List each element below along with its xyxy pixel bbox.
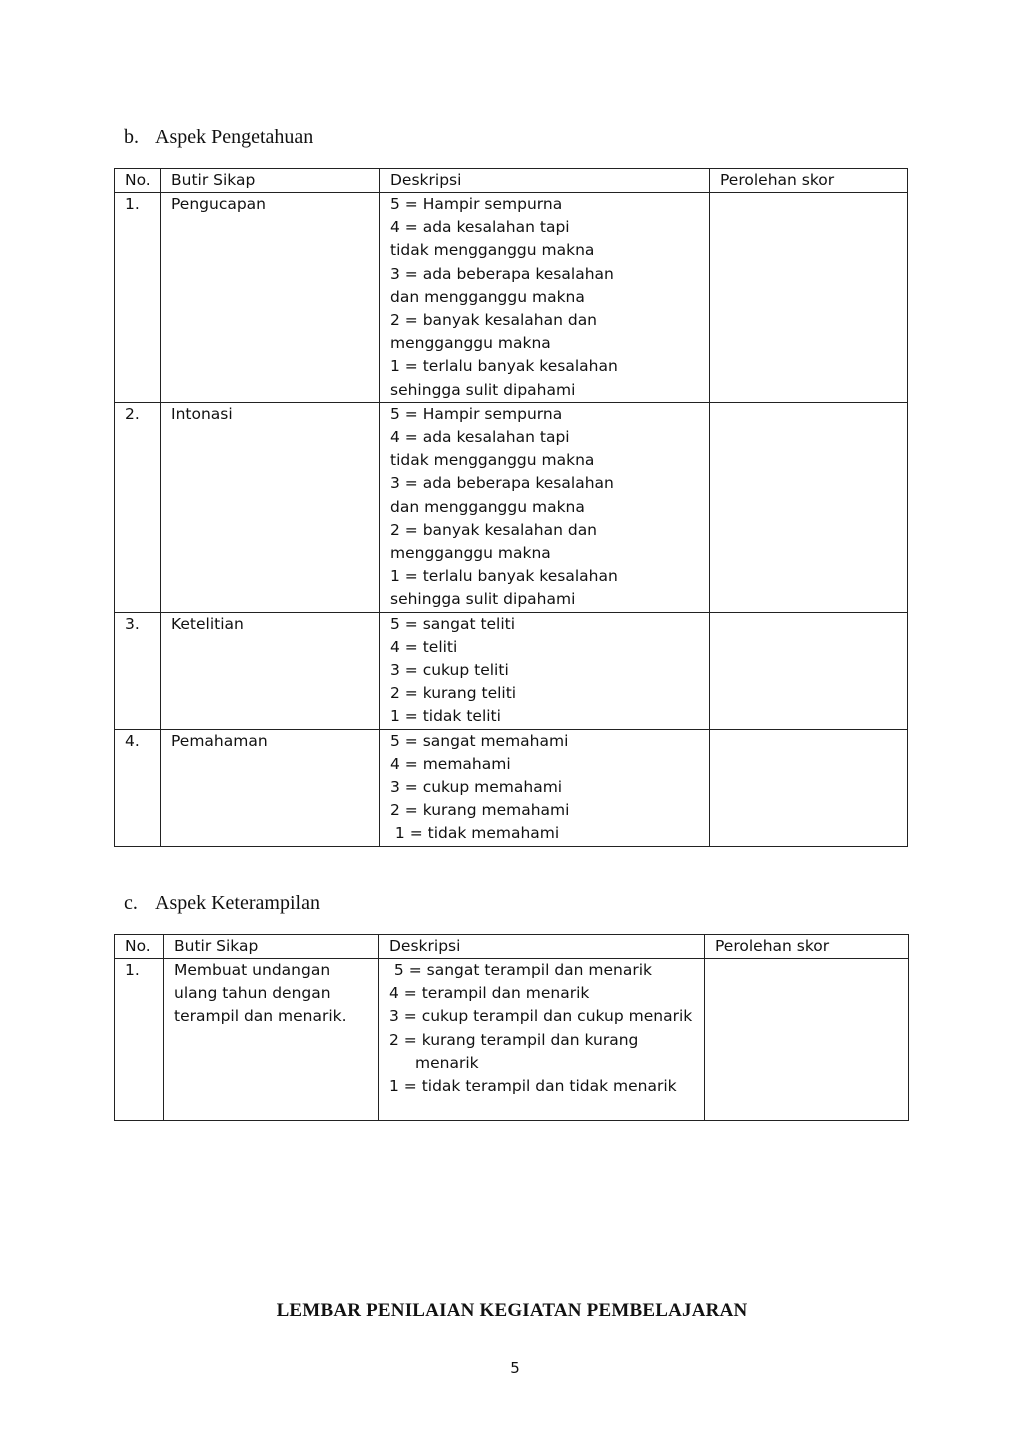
row-no: 1. xyxy=(115,193,161,403)
desc-line: 3 = cukup terampil dan cukup menarik xyxy=(389,1007,693,1026)
section-b-letter: b. xyxy=(124,126,139,148)
header-no: No. xyxy=(115,169,161,193)
header-deskripsi: Deskripsi xyxy=(380,169,710,193)
desc-line: 1 = tidak terampil dan tidak menarik xyxy=(389,1077,677,1096)
row-item: Ketelitian xyxy=(161,612,380,729)
desc-line: 1 = terlalu banyak kesalahan sehingga sulit dipahami xyxy=(390,357,618,399)
row-description xyxy=(380,193,710,403)
desc-line: 4 = ada kesalahan tapi tidak mengganggu makna xyxy=(390,428,595,470)
row-description xyxy=(379,959,705,1121)
desc-line: 2 = kurang teliti xyxy=(390,684,517,703)
header-perolehan-skor: Perolehan skor xyxy=(705,935,909,959)
header-deskripsi: Deskripsi xyxy=(379,935,705,959)
section-c-title: Aspek Keterampilan xyxy=(155,892,320,914)
row-score xyxy=(710,612,908,729)
table-row xyxy=(115,959,909,1121)
header-no: No. xyxy=(115,935,164,959)
desc-line: 2 = banyak kesalahan dan mengganggu makna xyxy=(390,311,598,353)
row-score xyxy=(705,959,909,1121)
row-item: Membuat undangan ulang tahun dengan terampil dan menarik. xyxy=(164,959,379,1121)
header-butir-sikap: Butir Sikap xyxy=(161,169,380,193)
table-row xyxy=(115,193,908,403)
row-description xyxy=(380,612,710,729)
row-item: Pemahaman xyxy=(161,729,380,846)
table-aspek-pengetahuan xyxy=(114,168,908,847)
table-row xyxy=(115,402,908,612)
table-row xyxy=(115,612,908,729)
header-butir-sikap: Butir Sikap xyxy=(164,935,379,959)
row-score xyxy=(710,193,908,403)
desc-line: 4 = terampil dan menarik xyxy=(389,984,590,1003)
desc-line: 1 = terlalu banyak kesalahan sehingga sulit dipahami xyxy=(390,567,618,609)
desc-line: 1 = tidak teliti xyxy=(390,707,501,726)
desc-line: 4 = ada kesalahan tapi tidak mengganggu makna xyxy=(390,218,595,260)
section-c-letter: c. xyxy=(124,892,138,914)
page-number: 5 xyxy=(510,1359,520,1377)
row-description xyxy=(380,729,710,846)
row-no: 1. xyxy=(115,959,164,1121)
desc-line: 5 = Hampir sempurna xyxy=(390,404,563,423)
desc-line: 4 = memahami xyxy=(390,754,511,773)
document-title: LEMBAR PENILAIAN KEGIATAN PEMBELAJARAN xyxy=(276,1300,748,1321)
row-no: 4. xyxy=(115,729,161,846)
row-score xyxy=(710,402,908,612)
desc-line: 1 = tidak memahami xyxy=(390,824,560,843)
row-item: Intonasi xyxy=(161,402,380,612)
section-b-title: Aspek Pengetahuan xyxy=(155,126,314,148)
row-no: 2. xyxy=(115,402,161,612)
desc-line: 4 = teliti xyxy=(390,637,458,656)
row-no: 3. xyxy=(115,612,161,729)
table-header-row xyxy=(115,935,909,959)
row-score xyxy=(710,729,908,846)
desc-line: 5 = sangat terampil dan menarik xyxy=(389,961,653,979)
desc-line: 2 = kurang terampil dan kurang menarik xyxy=(389,1030,639,1072)
table-header-row xyxy=(115,169,908,193)
desc-line: 5 = Hampir sempurna xyxy=(390,195,563,213)
section-b-heading xyxy=(124,125,313,149)
header-perolehan-skor: Perolehan skor xyxy=(710,169,908,193)
desc-line: 3 = ada beberapa kesalahan dan mengganggu makna xyxy=(390,264,614,306)
desc-line: 3 = ada beberapa kesalahan dan mengganggu makna xyxy=(390,474,614,516)
row-description xyxy=(380,402,710,612)
table-aspek-keterampilan xyxy=(114,934,909,1121)
desc-line: 3 = cukup teliti xyxy=(390,661,509,680)
desc-line: 5 = sangat teliti xyxy=(390,614,516,633)
desc-line: 3 = cukup memahami xyxy=(390,778,563,797)
desc-line: 2 = kurang memahami xyxy=(390,801,570,820)
section-c-heading xyxy=(124,891,320,915)
table-row xyxy=(115,729,908,846)
row-item: Pengucapan xyxy=(161,193,380,403)
desc-line: 2 = banyak kesalahan dan mengganggu makna xyxy=(390,520,598,563)
desc-line: 5 = sangat memahami xyxy=(390,731,569,750)
